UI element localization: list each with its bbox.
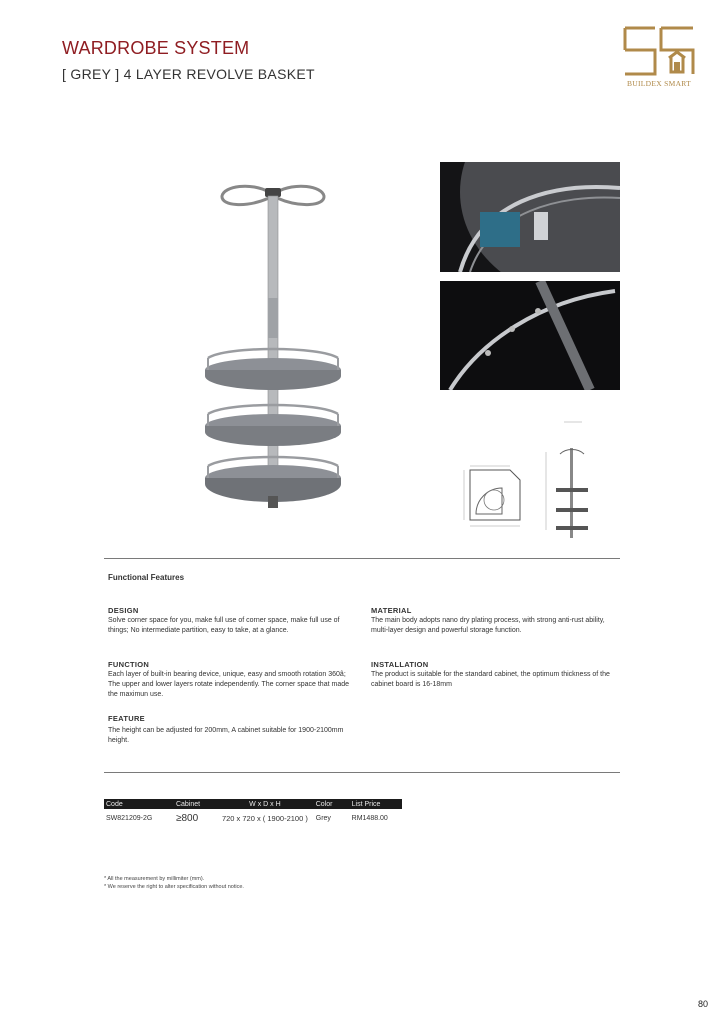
table-row bbox=[104, 809, 402, 825]
cell-cabinet: ≥800 bbox=[175, 812, 199, 824]
material-label: MATERIAL bbox=[371, 606, 412, 615]
divider-bottom bbox=[104, 772, 620, 773]
product-image bbox=[196, 178, 350, 518]
function-text: Each layer of built-in bearing device, unique, easy and smooth rotation 360â; The upper and lower layers rotate independently. The corner space that made the maximun use. bbox=[108, 671, 349, 698]
buildex-logo bbox=[621, 24, 697, 92]
note-specification: * We reserve the right to alter specification without notice. bbox=[104, 884, 244, 890]
design-label: DESIGN bbox=[108, 606, 139, 615]
page-number: 80 bbox=[697, 999, 708, 1009]
spec-table-header bbox=[104, 799, 402, 809]
header-code: Code bbox=[104, 799, 174, 809]
header-cabinet: Cabinet bbox=[174, 799, 216, 809]
logo-wordmark: BUILDEX SMART bbox=[626, 79, 692, 88]
cell-color: Grey bbox=[315, 814, 331, 822]
header-dimensions: W x D x H bbox=[216, 799, 314, 809]
installation-text: The product is suitable for the standard cabinet, the optimum thickness of the cabinet board is 16-18mm bbox=[371, 671, 610, 688]
function-label: FUNCTION bbox=[108, 660, 150, 669]
header-color: Color bbox=[314, 799, 350, 809]
cell-code: SW821209-2G bbox=[106, 814, 153, 822]
features-heading: Functional Features bbox=[108, 573, 185, 582]
detail-photo-top bbox=[440, 162, 620, 272]
header-price: List Price bbox=[350, 799, 402, 809]
spec-table bbox=[104, 799, 402, 825]
logo-mark-icon bbox=[621, 24, 697, 80]
installation-label: INSTALLATION bbox=[371, 660, 429, 669]
feature-label: FEATURE bbox=[108, 714, 145, 723]
detail-photo-bottom bbox=[440, 281, 620, 390]
material-text: The main body adopts nano dry plating process, with strong anti-rust ability, multi-layer design and powerful storage function. bbox=[371, 617, 605, 634]
divider-top bbox=[104, 558, 620, 559]
feature-text: The height can be adjusted for 200mm, A cabinet suitable for 1900-2100mm height. bbox=[108, 727, 344, 744]
page-title: WARDROBE SYSTEM bbox=[62, 38, 250, 58]
design-text: Solve corner space for you, make full use of corner space, make full use of things; No intermediate partition, easy to take, at a glance. bbox=[108, 617, 340, 634]
elevation-drawing bbox=[516, 418, 606, 538]
note-measurement: * All the measurement by millimiter (mm). bbox=[104, 876, 205, 882]
page-subtitle: [ GREY ] 4 LAYER REVOLVE BASKET bbox=[62, 66, 315, 82]
cell-dimensions: 720 x 720 x ( 1900-2100 ) bbox=[221, 813, 308, 823]
cell-price: RM1488.00 bbox=[351, 814, 388, 822]
